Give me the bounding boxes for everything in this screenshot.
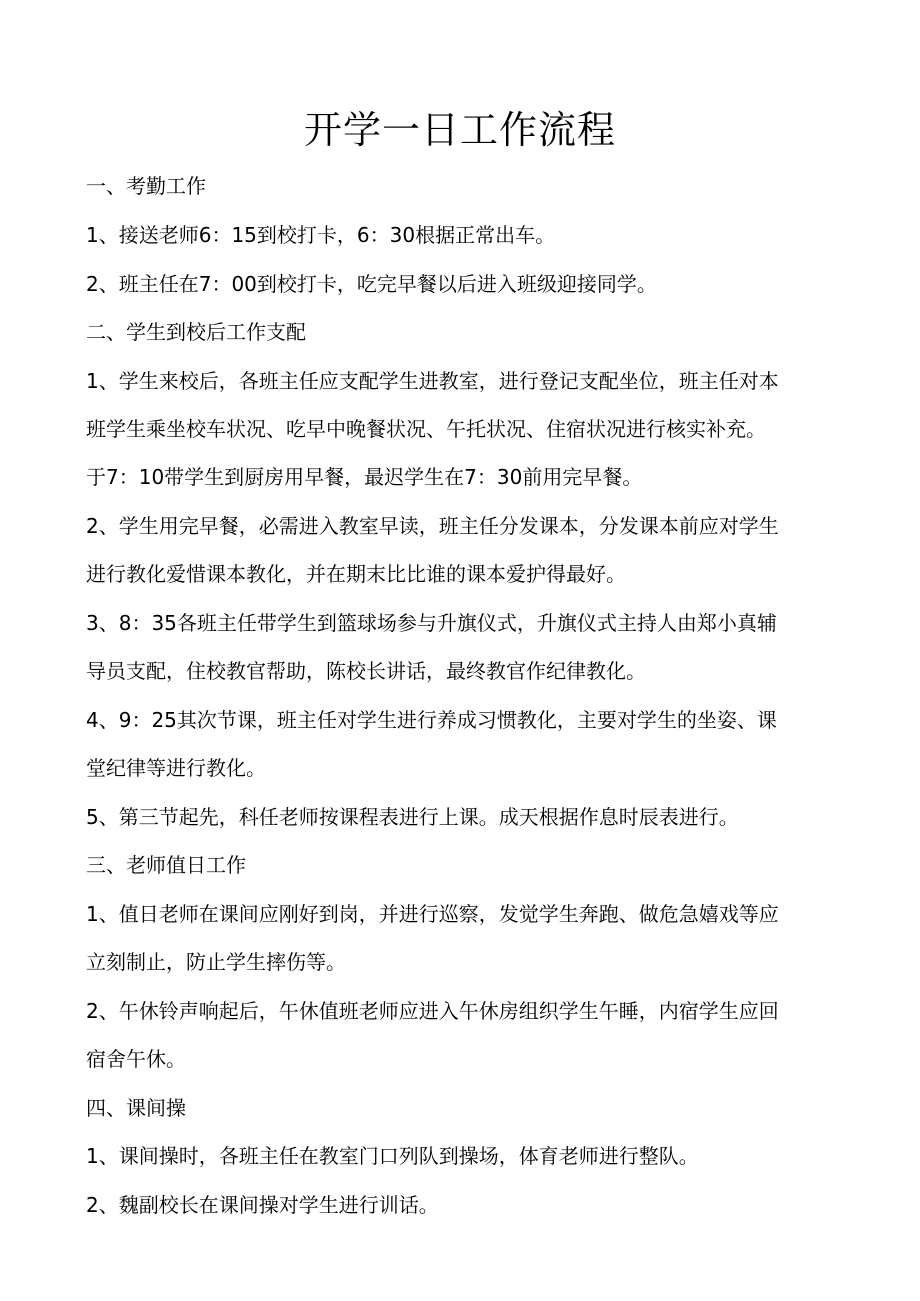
paragraph-line: 班学生乘坐校车状况、吃早中晚餐状况、午托状况、住宿状况进行核实补充。 xyxy=(86,417,766,441)
paragraph-line: 5、第三节起先，科任老师按课程表进行上课。成天根据作息时辰表进行。 xyxy=(86,805,739,829)
paragraph-line: 2、魏副校长在课间操对学生进行训话。 xyxy=(86,1193,439,1217)
section-heading-exercise: 四、课间操 xyxy=(86,1096,186,1120)
paragraph-line: 1、值日老师在课间应刚好到岗，并进行巡察，发觉学生奔跑、做危急嬉戏等应 xyxy=(86,902,779,926)
paragraph-line: 1、学生来校后，各班主任应支配学生进教室，进行登记支配坐位，班主任对本 xyxy=(86,369,779,393)
paragraph-line: 堂纪律等进行教化。 xyxy=(86,756,266,780)
document-title: 开学一日工作流程 xyxy=(303,108,616,152)
paragraph-line: 1、接送老师6：15到校打卡，6：30根据正常出车。 xyxy=(86,223,556,247)
paragraph-line: 3、8：35各班主任带学生到篮球场参与升旗仪式，升旗仪式主持人由郑小真辅 xyxy=(86,611,777,635)
paragraph-line: 宿舍午休。 xyxy=(86,1047,186,1071)
paragraph-line: 4、9：25其次节课，班主任对学生进行养成习惯教化，主要对学生的坐姿、课 xyxy=(86,708,777,732)
section-heading-arrival: 二、学生到校后工作支配 xyxy=(86,320,306,344)
paragraph-line: 2、学生用完早餐，必需进入教室早读，班主任分发课本，分发课本前应对学生 xyxy=(86,514,779,538)
section-heading-duty: 三、老师值日工作 xyxy=(86,853,246,877)
section-heading-attendance: 一、考勤工作 xyxy=(86,174,206,198)
paragraph-line: 于7：10带学生到厨房用早餐，最迟学生在7：30前用完早餐。 xyxy=(86,465,643,489)
paragraph-line: 2、班主任在7：00到校打卡，吃完早餐以后进入班级迎接同学。 xyxy=(86,272,657,296)
paragraph-line: 导员支配，住校教官帮助，陈校长讲话，最终教官作纪律教化。 xyxy=(86,659,646,683)
paragraph-line: 立刻制止，防止学生摔伤等。 xyxy=(86,950,346,974)
paragraph-line: 1、课间操时，各班主任在教室门口列队到操场，体育老师进行整队。 xyxy=(86,1144,699,1168)
paragraph-line: 2、午休铃声响起后，午休值班老师应进入午休房组织学生午睡，内宿学生应回 xyxy=(86,999,779,1023)
paragraph-line: 进行教化爱惜课本教化，并在期末比比谁的课本爱护得最好。 xyxy=(86,562,626,586)
